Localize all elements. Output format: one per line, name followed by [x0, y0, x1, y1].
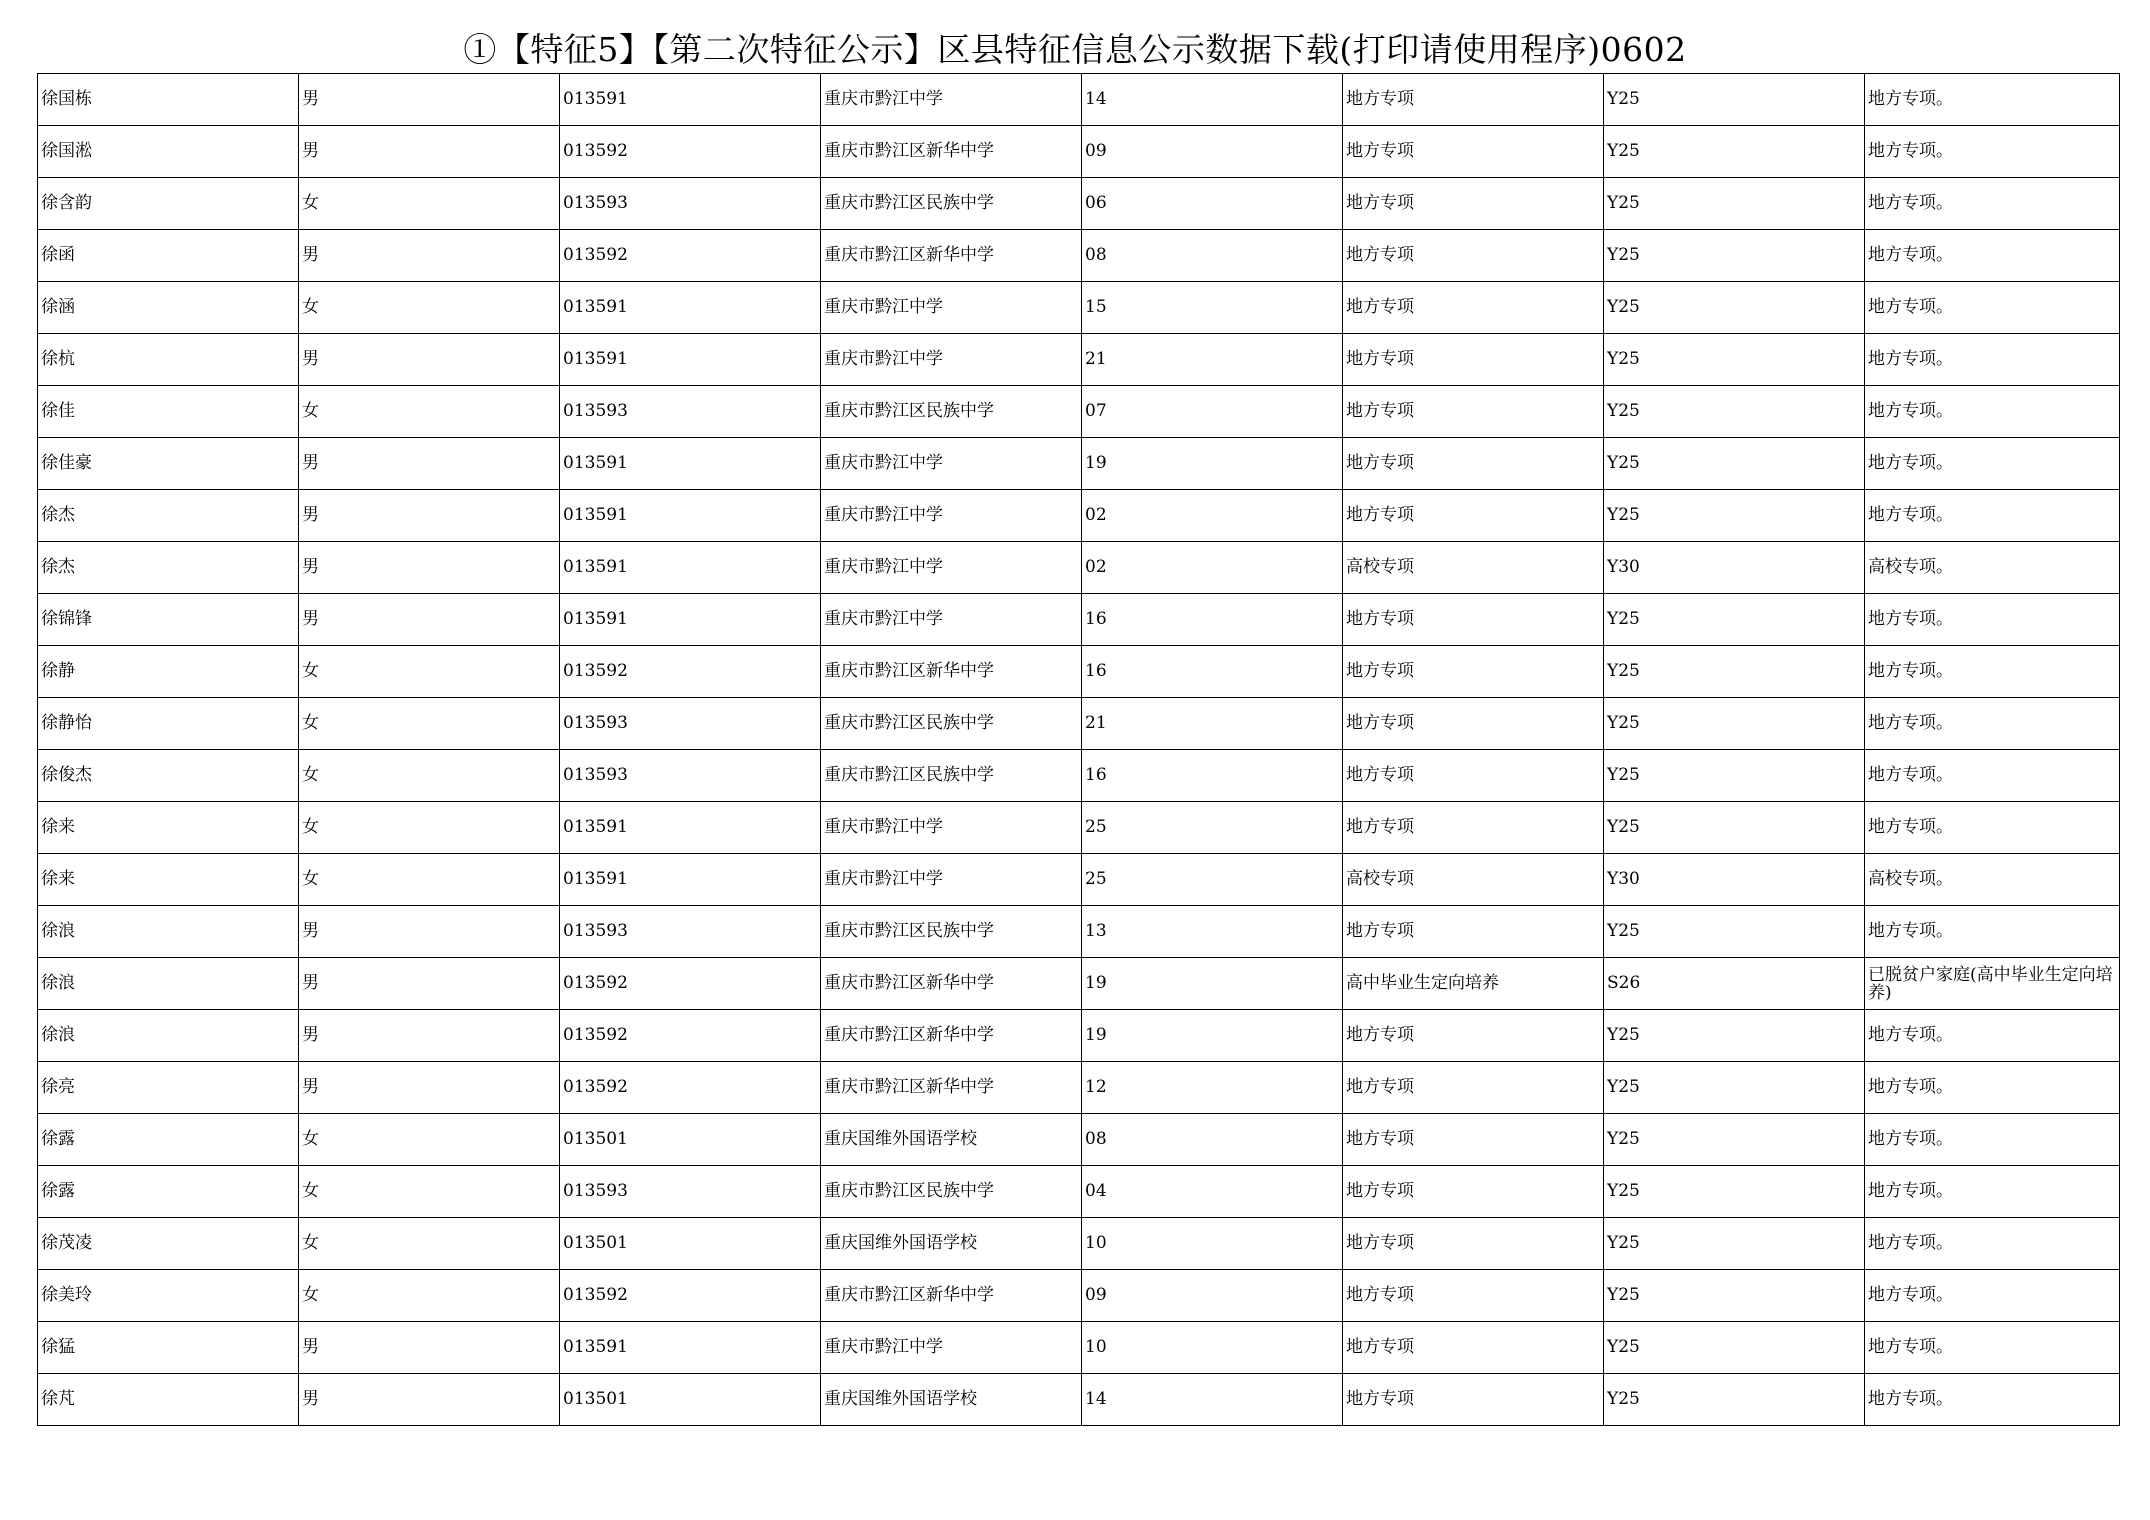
name-cell: 徐静 — [38, 646, 299, 698]
class-cell: 21 — [1082, 334, 1343, 386]
code-cell: 013592 — [560, 646, 821, 698]
name-cell: 徐锦锋 — [38, 594, 299, 646]
category-cell: 地方专项 — [1343, 178, 1604, 230]
code-cell: 013593 — [560, 906, 821, 958]
remark-cell: 地方专项。 — [1865, 1322, 2120, 1374]
name-cell: 徐含韵 — [38, 178, 299, 230]
table-row — [38, 126, 2120, 178]
code-cell: 013591 — [560, 854, 821, 906]
name-cell: 徐涵 — [38, 282, 299, 334]
school-cell: 重庆市黔江中学 — [821, 74, 1082, 126]
name-cell: 徐静怡 — [38, 698, 299, 750]
category-cell: 地方专项 — [1343, 1114, 1604, 1166]
remark-cell: 已脱贫户家庭(高中毕业生定向培养) — [1865, 958, 2120, 1010]
table-row — [38, 1062, 2120, 1114]
category-cell: 地方专项 — [1343, 1166, 1604, 1218]
class-cell: 13 — [1082, 906, 1343, 958]
category-cell: 地方专项 — [1343, 1062, 1604, 1114]
remark-cell: 地方专项。 — [1865, 1062, 2120, 1114]
type-code-cell: Y25 — [1604, 126, 1865, 178]
school-cell: 重庆市黔江区新华中学 — [821, 958, 1082, 1010]
code-cell: 013591 — [560, 542, 821, 594]
school-cell: 重庆市黔江区新华中学 — [821, 1010, 1082, 1062]
category-cell: 地方专项 — [1343, 594, 1604, 646]
name-cell: 徐露 — [38, 1114, 299, 1166]
school-cell: 重庆市黔江中学 — [821, 594, 1082, 646]
gender-cell: 男 — [299, 126, 560, 178]
code-cell: 013591 — [560, 74, 821, 126]
gender-cell: 女 — [299, 854, 560, 906]
gender-cell: 男 — [299, 334, 560, 386]
table-row — [38, 542, 2120, 594]
type-code-cell: Y25 — [1604, 802, 1865, 854]
class-cell: 02 — [1082, 542, 1343, 594]
remark-cell: 地方专项。 — [1865, 282, 2120, 334]
type-code-cell: Y25 — [1604, 1218, 1865, 1270]
type-code-cell: Y25 — [1604, 594, 1865, 646]
type-code-cell: Y25 — [1604, 178, 1865, 230]
class-cell: 12 — [1082, 1062, 1343, 1114]
table-row — [38, 490, 2120, 542]
data-table — [37, 73, 2120, 1426]
name-cell: 徐茂凌 — [38, 1218, 299, 1270]
school-cell: 重庆国维外国语学校 — [821, 1374, 1082, 1426]
gender-cell: 女 — [299, 802, 560, 854]
class-cell: 09 — [1082, 126, 1343, 178]
gender-cell: 女 — [299, 178, 560, 230]
class-cell: 07 — [1082, 386, 1343, 438]
gender-cell: 男 — [299, 1010, 560, 1062]
gender-cell: 男 — [299, 490, 560, 542]
gender-cell: 女 — [299, 750, 560, 802]
school-cell: 重庆国维外国语学校 — [821, 1114, 1082, 1166]
remark-cell: 地方专项。 — [1865, 750, 2120, 802]
gender-cell: 男 — [299, 1062, 560, 1114]
gender-cell: 女 — [299, 1166, 560, 1218]
school-cell: 重庆市黔江区新华中学 — [821, 646, 1082, 698]
category-cell: 地方专项 — [1343, 438, 1604, 490]
remark-cell: 高校专项。 — [1865, 542, 2120, 594]
category-cell: 高中毕业生定向培养 — [1343, 958, 1604, 1010]
school-cell: 重庆市黔江区民族中学 — [821, 386, 1082, 438]
table-row — [38, 334, 2120, 386]
type-code-cell: Y25 — [1604, 490, 1865, 542]
class-cell: 04 — [1082, 1166, 1343, 1218]
class-cell: 06 — [1082, 178, 1343, 230]
code-cell: 013501 — [560, 1114, 821, 1166]
type-code-cell: Y25 — [1604, 906, 1865, 958]
remark-cell: 地方专项。 — [1865, 698, 2120, 750]
gender-cell: 男 — [299, 906, 560, 958]
table-row — [38, 1374, 2120, 1426]
code-cell: 013592 — [560, 1270, 821, 1322]
name-cell: 徐露 — [38, 1166, 299, 1218]
remark-cell: 地方专项。 — [1865, 1010, 2120, 1062]
school-cell: 重庆市黔江中学 — [821, 854, 1082, 906]
page-title: ①【特征5】【第二次特征公示】区县特征信息公示数据下载(打印请使用程序)0602 — [463, 30, 1687, 69]
category-cell: 地方专项 — [1343, 334, 1604, 386]
class-cell: 10 — [1082, 1218, 1343, 1270]
remark-cell: 地方专项。 — [1865, 906, 2120, 958]
code-cell: 013592 — [560, 1062, 821, 1114]
school-cell: 重庆市黔江中学 — [821, 802, 1082, 854]
name-cell: 徐杭 — [38, 334, 299, 386]
code-cell: 013591 — [560, 282, 821, 334]
remark-cell: 地方专项。 — [1865, 386, 2120, 438]
remark-cell: 地方专项。 — [1865, 438, 2120, 490]
name-cell: 徐来 — [38, 802, 299, 854]
name-cell: 徐俊杰 — [38, 750, 299, 802]
table-row — [38, 1166, 2120, 1218]
remark-cell: 地方专项。 — [1865, 1114, 2120, 1166]
type-code-cell: Y25 — [1604, 386, 1865, 438]
category-cell: 地方专项 — [1343, 906, 1604, 958]
class-cell: 16 — [1082, 750, 1343, 802]
table-row — [38, 594, 2120, 646]
school-cell: 重庆国维外国语学校 — [821, 1218, 1082, 1270]
type-code-cell: Y25 — [1604, 282, 1865, 334]
type-code-cell: Y25 — [1604, 334, 1865, 386]
class-cell: 25 — [1082, 854, 1343, 906]
code-cell: 013591 — [560, 334, 821, 386]
type-code-cell: Y25 — [1604, 1062, 1865, 1114]
gender-cell: 女 — [299, 1218, 560, 1270]
category-cell: 地方专项 — [1343, 1270, 1604, 1322]
name-cell: 徐佳豪 — [38, 438, 299, 490]
code-cell: 013501 — [560, 1374, 821, 1426]
category-cell: 地方专项 — [1343, 1218, 1604, 1270]
school-cell: 重庆市黔江区新华中学 — [821, 126, 1082, 178]
code-cell: 013591 — [560, 490, 821, 542]
table-body — [38, 74, 2120, 1426]
remark-cell: 地方专项。 — [1865, 230, 2120, 282]
category-cell: 地方专项 — [1343, 230, 1604, 282]
remark-cell: 地方专项。 — [1865, 334, 2120, 386]
table-row — [38, 74, 2120, 126]
table-row — [38, 958, 2120, 1010]
category-cell: 地方专项 — [1343, 1010, 1604, 1062]
class-cell: 19 — [1082, 1010, 1343, 1062]
remark-cell: 地方专项。 — [1865, 1270, 2120, 1322]
class-cell: 14 — [1082, 1374, 1343, 1426]
category-cell: 地方专项 — [1343, 698, 1604, 750]
category-cell: 地方专项 — [1343, 646, 1604, 698]
school-cell: 重庆市黔江区新华中学 — [821, 1270, 1082, 1322]
class-cell: 08 — [1082, 230, 1343, 282]
class-cell: 19 — [1082, 958, 1343, 1010]
name-cell: 徐芃 — [38, 1374, 299, 1426]
category-cell: 高校专项 — [1343, 854, 1604, 906]
type-code-cell: Y25 — [1604, 230, 1865, 282]
school-cell: 重庆市黔江中学 — [821, 542, 1082, 594]
code-cell: 013591 — [560, 594, 821, 646]
class-cell: 19 — [1082, 438, 1343, 490]
class-cell: 08 — [1082, 1114, 1343, 1166]
table-row — [38, 906, 2120, 958]
category-cell: 地方专项 — [1343, 1322, 1604, 1374]
type-code-cell: Y25 — [1604, 1114, 1865, 1166]
gender-cell: 女 — [299, 1270, 560, 1322]
code-cell: 013592 — [560, 230, 821, 282]
name-cell: 徐杰 — [38, 490, 299, 542]
code-cell: 013593 — [560, 750, 821, 802]
table-row — [38, 230, 2120, 282]
code-cell: 013591 — [560, 1322, 821, 1374]
class-cell: 14 — [1082, 74, 1343, 126]
school-cell: 重庆市黔江区新华中学 — [821, 230, 1082, 282]
school-cell: 重庆市黔江区民族中学 — [821, 698, 1082, 750]
remark-cell: 地方专项。 — [1865, 126, 2120, 178]
gender-cell: 男 — [299, 958, 560, 1010]
code-cell: 013592 — [560, 126, 821, 178]
category-cell: 地方专项 — [1343, 802, 1604, 854]
table-row — [38, 854, 2120, 906]
type-code-cell: Y25 — [1604, 750, 1865, 802]
name-cell: 徐浪 — [38, 1010, 299, 1062]
name-cell: 徐浪 — [38, 958, 299, 1010]
type-code-cell: Y25 — [1604, 1166, 1865, 1218]
name-cell: 徐国栋 — [38, 74, 299, 126]
code-cell: 013593 — [560, 1166, 821, 1218]
remark-cell: 高校专项。 — [1865, 854, 2120, 906]
gender-cell: 男 — [299, 594, 560, 646]
gender-cell: 女 — [299, 698, 560, 750]
school-cell: 重庆市黔江中学 — [821, 1322, 1082, 1374]
school-cell: 重庆市黔江区民族中学 — [821, 178, 1082, 230]
remark-cell: 地方专项。 — [1865, 1374, 2120, 1426]
name-cell: 徐亮 — [38, 1062, 299, 1114]
code-cell: 013592 — [560, 1010, 821, 1062]
gender-cell: 男 — [299, 1374, 560, 1426]
remark-cell: 地方专项。 — [1865, 178, 2120, 230]
class-cell: 25 — [1082, 802, 1343, 854]
school-cell: 重庆市黔江区新华中学 — [821, 1062, 1082, 1114]
gender-cell: 女 — [299, 646, 560, 698]
name-cell: 徐浪 — [38, 906, 299, 958]
category-cell: 地方专项 — [1343, 282, 1604, 334]
category-cell: 地方专项 — [1343, 490, 1604, 542]
name-cell: 徐美玲 — [38, 1270, 299, 1322]
school-cell: 重庆市黔江中学 — [821, 490, 1082, 542]
remark-cell: 地方专项。 — [1865, 1218, 2120, 1270]
table-row — [38, 282, 2120, 334]
table-row — [38, 698, 2120, 750]
code-cell: 013501 — [560, 1218, 821, 1270]
code-cell: 013591 — [560, 438, 821, 490]
table-row — [38, 386, 2120, 438]
class-cell: 16 — [1082, 594, 1343, 646]
school-cell: 重庆市黔江中学 — [821, 438, 1082, 490]
type-code-cell: Y25 — [1604, 74, 1865, 126]
code-cell: 013593 — [560, 386, 821, 438]
table-row — [38, 438, 2120, 490]
school-cell: 重庆市黔江区民族中学 — [821, 1166, 1082, 1218]
remark-cell: 地方专项。 — [1865, 74, 2120, 126]
gender-cell: 女 — [299, 282, 560, 334]
type-code-cell: Y25 — [1604, 1010, 1865, 1062]
category-cell: 地方专项 — [1343, 1374, 1604, 1426]
code-cell: 013593 — [560, 178, 821, 230]
type-code-cell: Y25 — [1604, 438, 1865, 490]
name-cell: 徐杰 — [38, 542, 299, 594]
class-cell: 21 — [1082, 698, 1343, 750]
type-code-cell: Y30 — [1604, 854, 1865, 906]
table-row — [38, 750, 2120, 802]
type-code-cell: Y25 — [1604, 1374, 1865, 1426]
category-cell: 地方专项 — [1343, 750, 1604, 802]
remark-cell: 地方专项。 — [1865, 594, 2120, 646]
name-cell: 徐来 — [38, 854, 299, 906]
table-row — [38, 1218, 2120, 1270]
class-cell: 15 — [1082, 282, 1343, 334]
class-cell: 10 — [1082, 1322, 1343, 1374]
remark-cell: 地方专项。 — [1865, 646, 2120, 698]
school-cell: 重庆市黔江区民族中学 — [821, 906, 1082, 958]
name-cell: 徐佳 — [38, 386, 299, 438]
type-code-cell: Y25 — [1604, 1270, 1865, 1322]
type-code-cell: Y30 — [1604, 542, 1865, 594]
code-cell: 013591 — [560, 802, 821, 854]
type-code-cell: Y25 — [1604, 698, 1865, 750]
gender-cell: 男 — [299, 230, 560, 282]
table-row — [38, 646, 2120, 698]
table-row — [38, 1322, 2120, 1374]
school-cell: 重庆市黔江区民族中学 — [821, 750, 1082, 802]
table-row — [38, 1010, 2120, 1062]
gender-cell: 男 — [299, 1322, 560, 1374]
class-cell: 16 — [1082, 646, 1343, 698]
category-cell: 地方专项 — [1343, 74, 1604, 126]
category-cell: 地方专项 — [1343, 126, 1604, 178]
remark-cell: 地方专项。 — [1865, 802, 2120, 854]
class-cell: 02 — [1082, 490, 1343, 542]
table-row — [38, 1114, 2120, 1166]
gender-cell: 男 — [299, 74, 560, 126]
gender-cell: 男 — [299, 438, 560, 490]
name-cell: 徐函 — [38, 230, 299, 282]
gender-cell: 男 — [299, 542, 560, 594]
table-row — [38, 178, 2120, 230]
gender-cell: 女 — [299, 386, 560, 438]
class-cell: 09 — [1082, 1270, 1343, 1322]
school-cell: 重庆市黔江中学 — [821, 282, 1082, 334]
gender-cell: 女 — [299, 1114, 560, 1166]
table-row — [38, 802, 2120, 854]
table-row — [38, 1270, 2120, 1322]
type-code-cell: S26 — [1604, 958, 1865, 1010]
remark-cell: 地方专项。 — [1865, 490, 2120, 542]
category-cell: 地方专项 — [1343, 386, 1604, 438]
code-cell: 013592 — [560, 958, 821, 1010]
code-cell: 013593 — [560, 698, 821, 750]
category-cell: 高校专项 — [1343, 542, 1604, 594]
remark-cell: 地方专项。 — [1865, 1166, 2120, 1218]
type-code-cell: Y25 — [1604, 1322, 1865, 1374]
name-cell: 徐国淞 — [38, 126, 299, 178]
name-cell: 徐猛 — [38, 1322, 299, 1374]
type-code-cell: Y25 — [1604, 646, 1865, 698]
school-cell: 重庆市黔江中学 — [821, 334, 1082, 386]
